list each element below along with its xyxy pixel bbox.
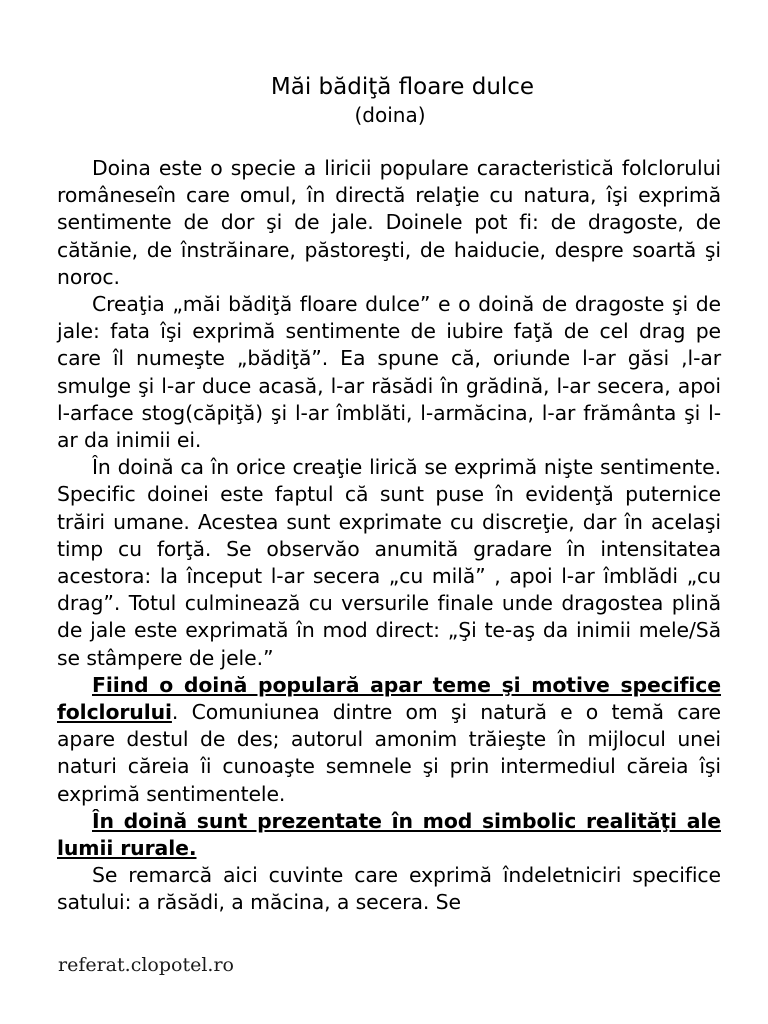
rural-heading: În doină sunt prezentate în mod simbolic realităţi ale lumii rurale.: [57, 808, 721, 861]
paragraph-intro: Doina este o specie a liricii populare caracteristică folclorului româneseîn care omul, în directă relaţie cu natura, îşi exprimă sentimente de dor şi de jale. Doinele pot fi: de dragoste, de cătănie, de înstrăinare, păstoreşti, de haiducie, despre soartă şi noroc.: [57, 156, 721, 289]
document-subtitle: (doina): [354, 103, 426, 127]
paragraph-creation: Creaţia „măi bădiţă floare dulce” e o doină de dragoste şi de jale: fata îşi exprimă sentimente de iubire faţă de cel drag pe care îl numeşte „bădiţă”. Ea spune că, oriunde l-ar găsi ,l-ar smulge şi l-ar duce acasă, l-ar răsădi în grădină, l-ar secera, apoi l-arface stog(căpiţă) şi l-ar îmblăti, l-armăcina, l-ar frământa şi l-ar da inimii ei.: [57, 292, 721, 453]
source-footer: referat.clopotel.ro: [58, 954, 234, 976]
paragraph-rural-heading: [57, 808, 721, 862]
paragraph-feelings: În doină ca în orice creaţie lirică se exprimă nişte sentimente. Specific doinei este faptul că sunt puse în evidenţă puternice trăiri umane. Acestea sunt exprimate cu discreţie, dar în acelaşi timp cu forţă. Se observăo anumită gradare în intensitatea acestora: la început l-ar secera „cu milă” , apoi l-ar îmblădi „cu drag”. Totul culminează cu versurile finale unde dragostea plină de jale este exprimată în mod direct: „Şi te-aş da inimii mele/Să se stâmpere de jele.”: [57, 455, 721, 670]
paragraph-themes: [57, 672, 721, 808]
document-title: Măi bădiţă floare dulce: [270, 74, 535, 100]
paragraph-activities: Se remarcă aici cuvinte care exprimă îndeletniciri specifice satului: a răsădi, a măcina, a secera. Se: [57, 863, 721, 915]
themes-heading: Fiind o doină populară apar teme şi motive specifice folclorului: [57, 672, 721, 725]
themes-text: . Comuniunea dintre om şi natură e o temă care apare destul de des; autorul amonim trăieşte în mijlocul unei naturi căreia îi cunoaşte semnele şi prin intermediul căreia îşi exprimă sentimentele.: [57, 700, 721, 806]
document-body: [57, 155, 721, 917]
